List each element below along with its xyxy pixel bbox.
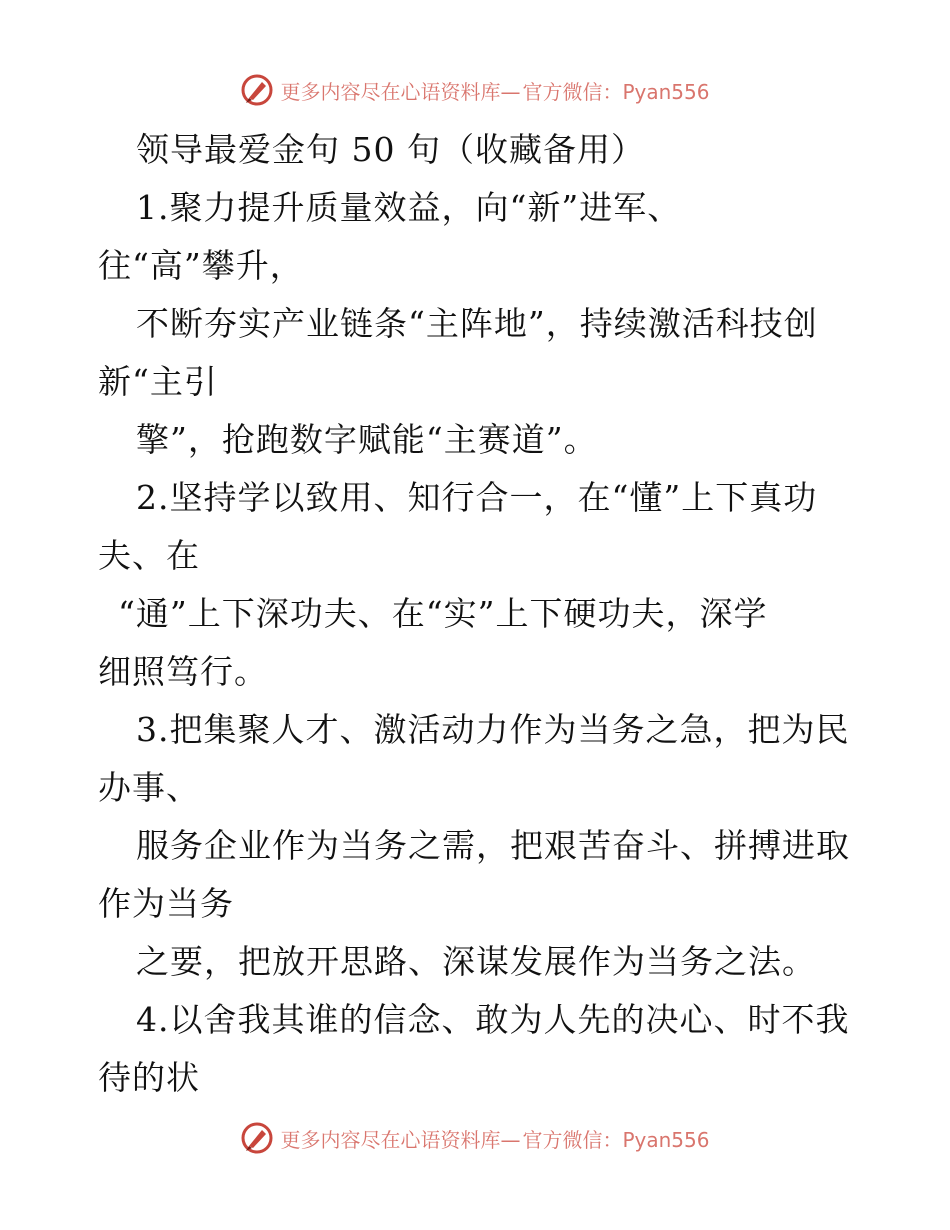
text-line: 往“高”攀升， [98, 246, 304, 285]
text-line: 2.坚持学以致用、知行合一，在“懂”上下真功 [136, 478, 818, 517]
text-line: “通”上下深功夫、在“实”上下硬功夫，深学 [118, 594, 768, 633]
text-line: 不断夯实产业链条“主阵地”，持续激活科技创 [136, 304, 818, 343]
pen-nib-logo-icon [240, 1121, 274, 1155]
text-line: 新“主引 [98, 362, 218, 401]
text-line: 4.以舍我其谁的信念、敢为人先的决心、时不我 [136, 1000, 850, 1039]
text-line: 夫、在 [98, 536, 200, 575]
text-line: 细照笃行。 [98, 652, 268, 691]
watermark-wechat: 官方微信：Pyan556 [522, 1127, 710, 1152]
text-line: 服务企业作为当务之需，把艰苦奋斗、拼搏进取 [136, 826, 850, 865]
text-line: 待的状 [98, 1058, 200, 1097]
text-line: 1.聚力提升质量效益，向“新”进军、 [136, 188, 682, 227]
document-title: 领导最爱金句 50 句（收藏备用） [136, 130, 645, 169]
text-line: 擎”，抢跑数字赋能“主赛道”。 [136, 420, 598, 459]
text-line: 之要，把放开思路、深谋发展作为当务之法。 [136, 942, 816, 981]
text-line: 3.把集聚人才、激活动力作为当务之急，把为民 [136, 710, 850, 749]
watermark-text: 更多内容尽在心语资料库— [280, 1127, 521, 1152]
text-line: 作为当务 [98, 884, 234, 923]
text-line: 办事、 [98, 768, 200, 807]
watermark-text: 更多内容尽在心语资料库— [280, 79, 521, 104]
footer-watermark [0, 1118, 950, 1158]
header-watermark [0, 70, 950, 110]
pen-nib-logo-icon [240, 73, 274, 107]
watermark-wechat: 官方微信：Pyan556 [522, 79, 710, 104]
